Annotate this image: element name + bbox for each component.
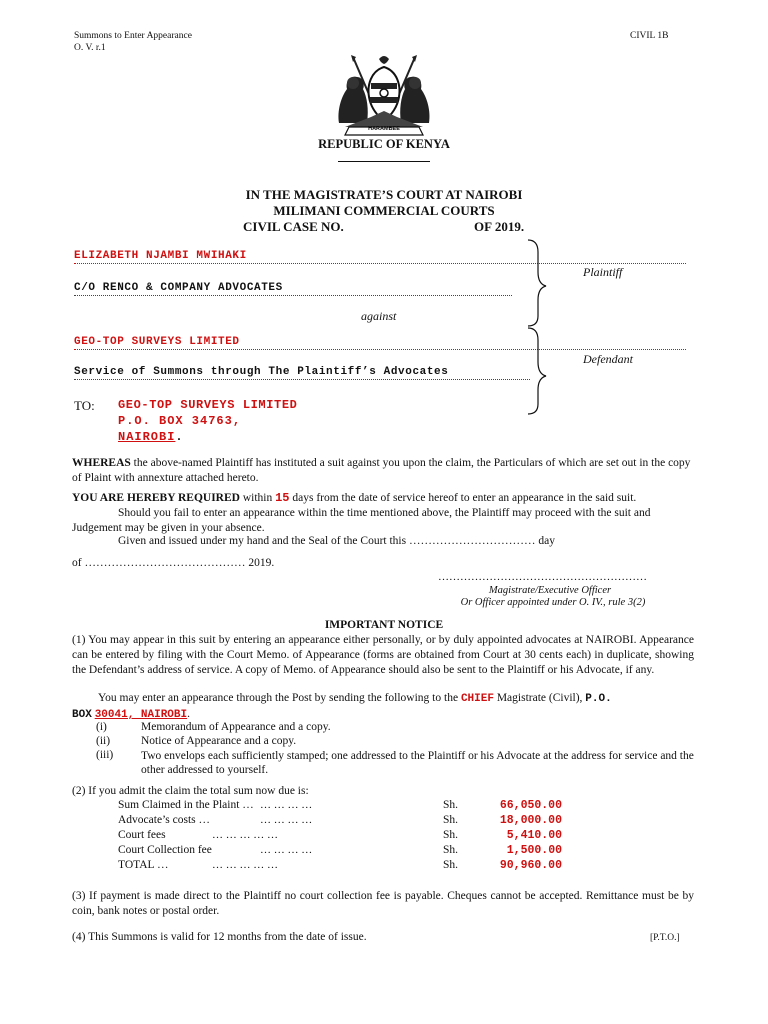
claim-amount: 1,500.00 <box>506 844 562 857</box>
party-braces <box>524 238 548 416</box>
claim-dots: … … … … <box>260 799 313 811</box>
case-number-label: CIVIL CASE NO. <box>243 219 344 234</box>
claim-label: Court Collection fee <box>118 844 212 856</box>
claim-label: TOTAL … <box>118 859 169 871</box>
claim-amount: 5,410.00 <box>506 829 562 842</box>
plaintiff-address-text: C/O RENCO & COMPANY ADVOCATES <box>74 282 283 294</box>
claim-intro: (2) If you admit the claim the total sum now due is: <box>72 785 309 797</box>
order-reference: O. V. r.1 <box>74 43 106 53</box>
to-label: TO: <box>74 398 95 413</box>
defendant-label: Defendant <box>583 352 633 366</box>
court-name: IN THE MAGISTRATE’S COURT AT NAIROBI <box>245 187 523 202</box>
plaintiff-label: Plaintiff <box>583 265 623 279</box>
claim-label: Court fees <box>118 829 166 841</box>
claim-dots: … … … … … <box>212 829 278 841</box>
claim-currency: Sh. <box>443 844 459 856</box>
claim-dots: … … … … <box>260 844 313 856</box>
officer-appointment: Or Officer appointed under O. IV., rule 3(2) <box>460 597 646 608</box>
notice-paragraph-4: (4) This Summons is valid for 12 months from the date of issue. <box>72 931 367 943</box>
table-row <box>0 859 768 873</box>
whereas-text: the above-named Plaintiff has instituted a suit against you upon the claim, the Particulars of which are set out in the copy of Plaint with annexture attached hereto. <box>72 457 691 484</box>
post-end: . <box>187 708 190 720</box>
service-line <box>74 366 530 380</box>
form-code: CIVIL 1B <box>630 31 669 41</box>
recipient-name: GEO-TOP SURVEYS LIMITED <box>118 398 298 412</box>
notice-heading: IMPORTANT NOTICE <box>324 619 444 631</box>
claim-dots: … … … … … <box>212 859 278 871</box>
claim-amount: 90,960.00 <box>499 859 562 872</box>
claim-currency: Sh. <box>443 829 459 841</box>
seal-motto: HARAMBEE <box>368 126 400 132</box>
post-chief: CHIEF <box>460 693 494 705</box>
table-row <box>0 814 768 828</box>
defendant-name-text: GEO-TOP SURVEYS LIMITED <box>74 336 240 348</box>
plaintiff-name-text: ELIZABETH NJAMBI MWIHAKI <box>74 250 247 262</box>
post-box-a: P.O. <box>585 693 612 705</box>
fail-paragraph: Should you fail to enter an appearance within the time mentioned above, the Plaintiff may proceed with the suit and Judgement may be given in your absence. <box>72 507 651 534</box>
claim-currency: Sh. <box>443 814 459 826</box>
whereas-keyword: WHEREAS <box>72 457 131 469</box>
page-turn-marker: [P.T.O.] <box>650 933 680 943</box>
recipient-city-suffix: . <box>175 430 184 444</box>
table-row <box>0 829 768 843</box>
title-divider <box>338 161 430 162</box>
list-item: (iii) <box>96 749 114 761</box>
form-title: Summons to Enter Appearance <box>74 31 192 41</box>
post-box-b: BOX <box>72 709 92 721</box>
against-label: against <box>361 309 397 323</box>
notice-paragraph-3: (3) If payment is made direct to the Plaintiff no court collection fee is payable. Cheques cannot be accepted. Remittance must be by coin, bank notes or postal order. <box>72 890 694 917</box>
required-pre: within <box>239 492 276 504</box>
claim-dots: … … … … <box>260 814 313 826</box>
claim-currency: Sh. <box>443 799 459 811</box>
claim-currency: Sh. <box>443 859 459 871</box>
of-line: of …………………………………… 2019. <box>72 557 275 569</box>
court-division: MILIMANI COMMERCIAL COURTS <box>273 203 495 218</box>
list-item-text: Memorandum of Appearance and a copy. <box>141 721 331 733</box>
claim-amount: 66,050.00 <box>499 799 562 812</box>
claim-label: Sum Claimed in the Plaint … <box>118 799 254 811</box>
post-appearance-paragraph <box>72 691 694 723</box>
case-year: OF 2019. <box>474 219 525 234</box>
list-item: (i) <box>96 721 107 733</box>
post-pre: You may enter an appearance through the Post by sending the following to the <box>98 692 461 704</box>
list-item: (ii) <box>96 735 111 747</box>
required-days: 15 <box>275 491 290 505</box>
officer-title: Magistrate/Executive Officer <box>488 585 612 596</box>
recipient-city-text: NAIROBI <box>118 430 176 444</box>
list-item-text: Two envelops each sufficiently stamped; one addressed to the Plaintiff or his Advocate at the address for service and the other addressed to yourself. <box>141 750 694 776</box>
whereas-paragraph <box>72 456 694 486</box>
claim-amount: 18,000.00 <box>499 814 562 827</box>
kenya-coat-of-arms-emblem <box>331 53 437 139</box>
required-post: days from the date of service hereof to enter an appearance in the said suit. <box>289 492 637 504</box>
service-line-text: Service of Summons through The Plaintiff’s Advocates <box>74 366 449 378</box>
notice-paragraph-1: (1) You may appear in this suit by entering an appearance either personally, or by duly appointed advocates at NAIROBI. Appearance can be entered by filing with the Court Memo. of Appearance (forms are obtained from Court at 30 cents each) in duplicate, showing the Defendant’s address of service. A copy of Memo. of Appearance should also be sent to the Plaintiff or his Advocate, if any. <box>72 634 694 676</box>
signature-line: ………………………………………………… <box>438 571 647 583</box>
post-mid: Magistrate (Civil), <box>493 692 586 704</box>
republic-title: REPUBLIC OF KENYA <box>318 137 450 151</box>
recipient-city <box>118 430 184 444</box>
post-box-number: 30041, NAIROBI <box>94 709 188 721</box>
list-item-text: Notice of Appearance and a copy. <box>141 735 297 747</box>
table-row <box>0 844 768 858</box>
claim-label: Advocate’s costs … <box>118 814 210 826</box>
given-line: Given and issued under my hand and the Seal of the Court this …………………………… day <box>118 535 555 547</box>
required-keyword: YOU ARE HEREBY REQUIRED <box>72 492 240 504</box>
table-row <box>0 799 768 813</box>
recipient-box: P.O. BOX 34763, <box>118 414 242 428</box>
required-paragraph <box>72 491 694 506</box>
plaintiff-address <box>74 282 512 296</box>
defendant-name <box>74 336 686 350</box>
plaintiff-name <box>74 250 686 264</box>
